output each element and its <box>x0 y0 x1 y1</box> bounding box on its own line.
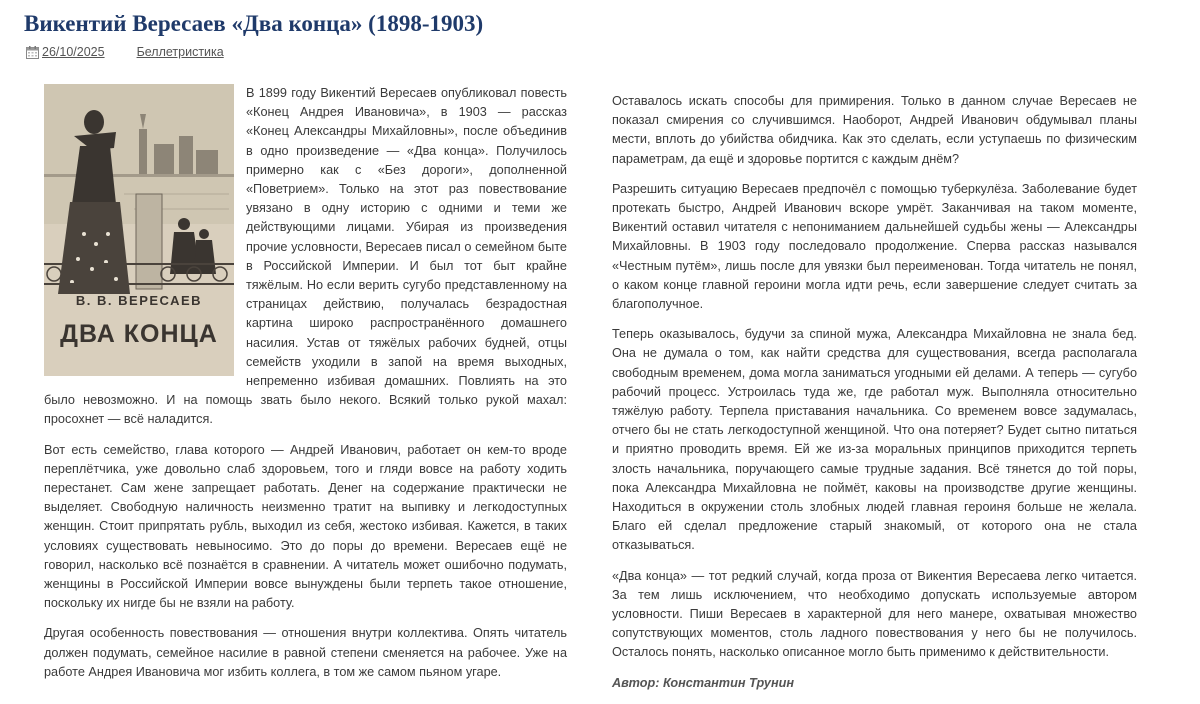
article-category-link[interactable]: Беллетристика <box>136 45 224 59</box>
right-paragraph-1: Оставалось искать способы для примирения. Только в данном случае Вересаев не показал смирения со случившимся. Наоборот, Андрей Иванович обдумывал планы мести, вплоть до убийства обидчика. Как это сделать, если уступаешь по физическим параметрам, да ещё и здоровье портится с каждым днём? <box>612 94 1137 166</box>
cover-title-text: ДВА КОНЦА <box>60 320 218 348</box>
right-paragraph-2: Разрешить ситуацию Вересаев предпочёл с помощью туберкулёза. Заболевание будет протекать быстро, Андрей Иванович вскоре умрёт. Заканчивая на таком моменте, Викентий оставил читателя с непониманием дальнейшей судьбы жены — Александры Михайловны. В 1903 году последовало продолжение. Сперва рассказ назывался «Честным путём», лишь после для увязки был переименован. Тогда читатель не понял, о каком конце главной героини могла идти речь, если завершение следует считать за благополучное. <box>612 181 1137 312</box>
left-column <box>44 84 567 693</box>
book-cover-image <box>44 84 234 376</box>
article-meta <box>26 45 224 59</box>
calendar-icon <box>26 46 39 59</box>
cover-author-text: В. В. ВЕРЕСАЕВ <box>75 293 203 308</box>
left-paragraph-2: Вот есть семейство, глава которого — Андрей Иванович, работает он кем-то вроде переплётчика, уже довольно слаб здоровьем, того и гляди вовсе на работу ходить перестанет. Сам жене запрещает работать. Денег на содержание практически не выделяет. Свободную наличность неизменно тратит на выпивку и легкодоступных женщин. Стоит припрятать рубль, выходил из себя, жестоко избивая. Кажется, в таких условиях существовать невыносимо. Это до поры до времени. Вересаев ещё не говорил, насколько всё познаётся в сравнении. А читатель может ошибочно подумать, женщины в Российской Империи вовсе вынуждены были терпеть такое отношение, поскольку их нигде бы не взяли на работу. <box>44 442 567 611</box>
right-paragraph-4: «Два конца» — тот редкий случай, когда проза от Викентия Вересаева легко читается. За тем лишь исключением, что необходимо допускать используемые автором условности. Пиши Вересаев в характерной для него манере, охватывая множество сопутствующих моментов, столь ладного повествования у него бы не получилось. Осталось понять, насколько описанное могло быть применимо к действительности. <box>612 568 1137 660</box>
author-line: Автор: Константин Трунин <box>612 675 795 690</box>
article-date-link[interactable]: 26/10/2025 <box>42 45 105 59</box>
left-paragraph-3: Другая особенность повествования — отношения внутри коллектива. Опять читатель должен подумать, семейное насилие в равной степени сменяется на рабочее. Уже на работе Андрея Ивановича мог избить коллега, в том же самом пьяном угаре. <box>44 626 567 679</box>
right-column <box>612 92 1137 704</box>
left-paragraph-1: В 1899 году Викентий Вересаев опубликовал повесть «Конец Андрея Ивановича», в 1903 — рассказ «Конец Александры Михайловны», после объединив в одно произведение — «Два конца». Получилось примерно как с «Без дороги», дополненной «Поветрием». Только на этот раз повествование увязано в одну историю с одними и теми же действующими лицами. Убирая из произведения прочие условности, Вересаев писал о семейном быте в Российской Империи. И был тот быт крайне тяжёлым. Но если верить сугубо представленному на страницах действию, получалась безрадостная картина широко распространённого домашнего насилия. Устав от тяжёлых рабочих будней, отцы семейств уходили в запой на время выходных, непременно избивая домашних. Повлиять на это было невозможно. И на помощь звать было некого. Всякий только рукой махал: просохнет — всё наладится. <box>44 86 567 427</box>
right-paragraph-3: Теперь оказывалось, будучи за спиной мужа, Александра Михайловна не знала бед. Она не думала о том, как найти средства для существования, всегда располагала свободным временем, дома могла заниматься угодными ей делами. А теперь — сугубо рабочий процесс. Устроилась туда же, где работал муж. Выполняла относительно тяжёлую работу. Терпела приставания начальника. Со временем вовсе задумалась, отчего бы не стать легкодоступной женщиной. Что она потеряет? Будет сытно питаться и приятно проводить время. Ей же из-за моральных принципов приходится терпеть злость начальника, поручающего самые трудные задания. Всё тянется до той поры, пока Александра Михайловна не поймёт, каковы на производстве другие женщины. Находиться в окружении столь злобных людей главная героиня больше не желала. Благо ей сделал предложение старый знакомый, от которого она не стала отказываться. <box>612 327 1137 553</box>
article-title: Викентий Вересаев «Два конца» (1898-1903) <box>24 11 484 36</box>
